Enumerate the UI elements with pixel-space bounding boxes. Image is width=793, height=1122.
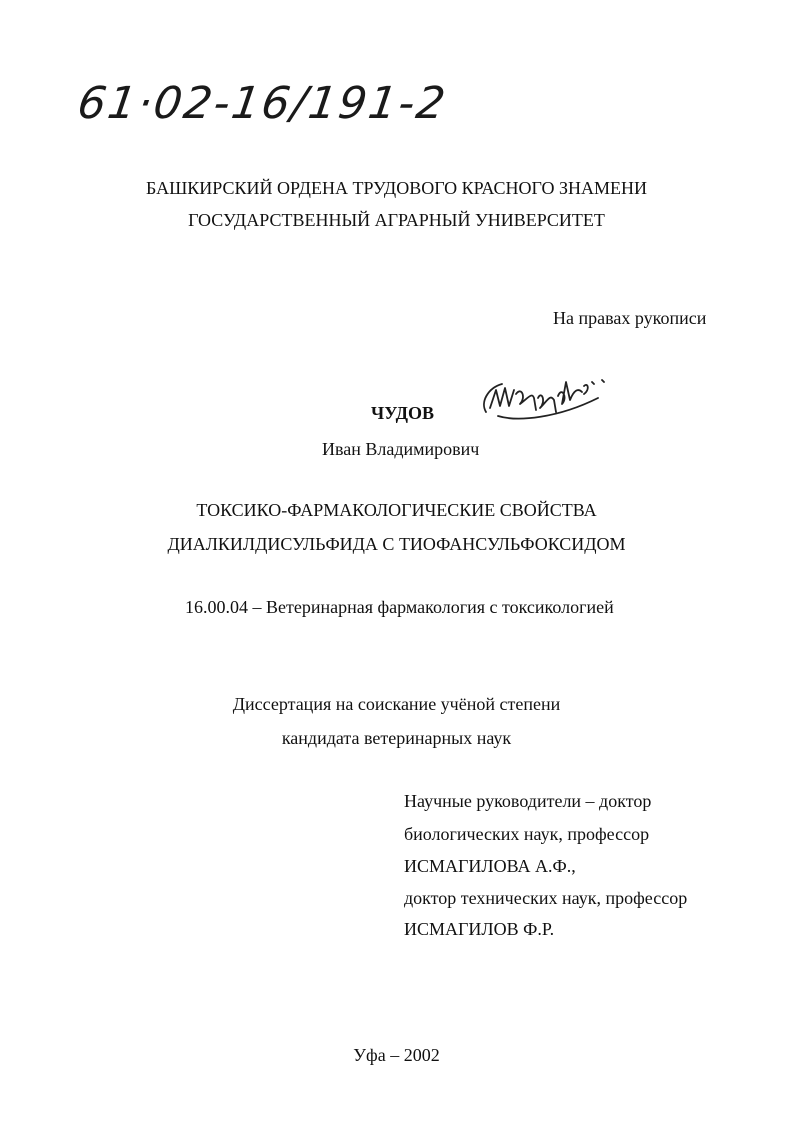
- dissertation-title-line2: ДИАЛКИЛДИСУЛЬФИДА С ТИОФАНСУЛЬФОКСИДОМ: [167, 534, 626, 554]
- city-year: Уфа – 2002: [353, 1045, 440, 1065]
- handwritten-catalog-number: 61·02-16/191-2: [74, 78, 451, 129]
- university-name-line2: ГОСУДАРСТВЕННЫЙ АГРАРНЫЙ УНИВЕРСИТЕТ: [188, 210, 605, 230]
- supervisors-line4: доктор технических наук, профессор: [404, 888, 688, 908]
- author-given-names: Иван Владимирович: [322, 439, 480, 459]
- specialty-code: 16.00.04 – Ветеринарная фармакология с токсикологией: [185, 597, 614, 617]
- supervisors-line2: биологических наук, профессор: [404, 824, 650, 844]
- dissertation-title-line1: ТОКСИКО-ФАРМАКОЛОГИЧЕСКИЕ СВОЙСТВА: [196, 500, 597, 520]
- supervisors-line1: Научные руководители – доктор: [404, 791, 652, 811]
- supervisor-name-1: ИСМАГИЛОВА А.Ф.,: [404, 856, 576, 876]
- degree-line2: кандидата ветеринарных наук: [281, 728, 512, 748]
- author-surname: ЧУДОВ: [371, 403, 434, 423]
- degree-line1: Диссертация на соискание учёной степени: [232, 694, 561, 714]
- university-name-line1: БАШКИРСКИЙ ОРДЕНА ТРУДОВОГО КРАСНОГО ЗНАМЕНИ: [146, 178, 647, 198]
- supervisor-name-2: ИСМАГИЛОВ Ф.Р.: [404, 919, 555, 939]
- signature: [478, 368, 628, 430]
- rights-note: На правах рукописи: [553, 308, 707, 328]
